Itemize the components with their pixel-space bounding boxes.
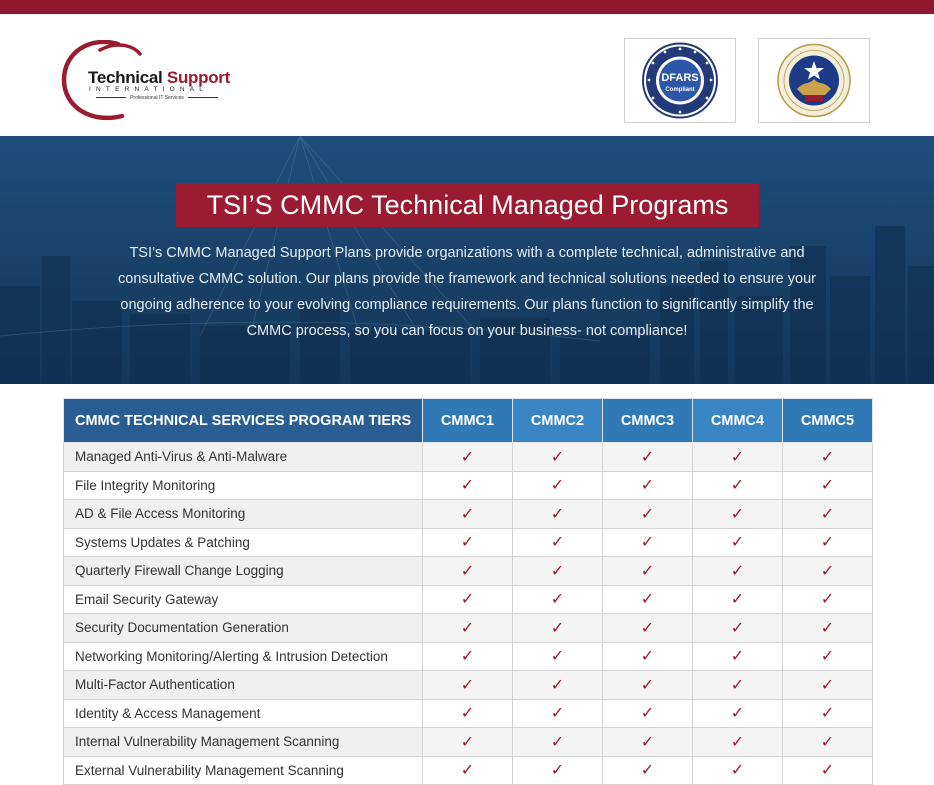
checkmark-icon: ✓ (423, 642, 513, 671)
checkmark-icon: ✓ (423, 443, 513, 472)
checkmark-icon: ✓ (783, 528, 873, 557)
program-tiers-table (63, 398, 873, 785)
feature-name: Security Documentation Generation (64, 614, 423, 643)
checkmark-icon: ✓ (513, 443, 603, 472)
table-row (64, 557, 873, 586)
checkmark-icon: ✓ (603, 642, 693, 671)
svg-text:Compliant: Compliant (665, 87, 695, 93)
table-header-row (64, 399, 873, 443)
table-row (64, 471, 873, 500)
checkmark-icon: ✓ (513, 471, 603, 500)
logo-wordmark: Technical Support (88, 68, 230, 87)
column-header-cmmc4: CMMC4 (693, 399, 783, 443)
hero-description: TSI’s CMMC Managed Support Plans provide organizations with a complete technical, administrative and consultative CMMC solution. Our plans provide the framework and technical solutions needed to ensure your ongoing adherence to your evolving compliance requirements. Our plans function to significantly simplify the CMMC process, so you can focus on your business- not compliance! (118, 245, 816, 339)
checkmark-icon: ✓ (693, 585, 783, 614)
checkmark-icon: ✓ (783, 614, 873, 643)
dod-acquisition-badge (758, 38, 870, 123)
checkmark-icon: ✓ (423, 614, 513, 643)
checkmark-icon: ✓ (693, 443, 783, 472)
checkmark-icon: ✓ (513, 642, 603, 671)
company-logo[interactable] (60, 40, 235, 122)
checkmark-icon: ✓ (603, 443, 693, 472)
svg-text:DFARS: DFARS (661, 72, 699, 84)
checkmark-icon: ✓ (423, 728, 513, 757)
checkmark-icon: ✓ (783, 443, 873, 472)
dfars-compliant-seal-icon (625, 39, 735, 122)
checkmark-icon: ✓ (513, 585, 603, 614)
checkmark-icon: ✓ (783, 728, 873, 757)
table-row (64, 614, 873, 643)
checkmark-icon: ✓ (693, 557, 783, 586)
feature-name: Managed Anti-Virus & Anti-Malware (64, 443, 423, 472)
table-row (64, 500, 873, 529)
page-header (0, 14, 934, 136)
table-row (64, 671, 873, 700)
logo-tagline: Professional IT Services (89, 95, 225, 101)
column-header-features: CMMC TECHNICAL SERVICES PROGRAM TIERS (64, 399, 423, 443)
feature-name: External Vulnerability Management Scanning (64, 756, 423, 785)
table-row (64, 585, 873, 614)
checkmark-icon: ✓ (693, 471, 783, 500)
logo-subtitle: INTERNATIONAL (89, 86, 209, 93)
table-row (64, 756, 873, 785)
checkmark-icon: ✓ (513, 728, 603, 757)
checkmark-icon: ✓ (423, 756, 513, 785)
checkmark-icon: ✓ (513, 500, 603, 529)
feature-name: File Integrity Monitoring (64, 471, 423, 500)
checkmark-icon: ✓ (603, 671, 693, 700)
checkmark-icon: ✓ (513, 671, 603, 700)
checkmark-icon: ✓ (423, 557, 513, 586)
checkmark-icon: ✓ (603, 471, 693, 500)
checkmark-icon: ✓ (693, 614, 783, 643)
checkmark-icon: ✓ (693, 642, 783, 671)
feature-name: Systems Updates & Patching (64, 528, 423, 557)
checkmark-icon: ✓ (513, 557, 603, 586)
feature-name: Email Security Gateway (64, 585, 423, 614)
checkmark-icon: ✓ (513, 756, 603, 785)
checkmark-icon: ✓ (693, 671, 783, 700)
checkmark-icon: ✓ (783, 585, 873, 614)
checkmark-icon: ✓ (693, 728, 783, 757)
dod-acquisition-seal-icon (759, 39, 869, 122)
checkmark-icon: ✓ (783, 642, 873, 671)
checkmark-icon: ✓ (783, 471, 873, 500)
checkmark-icon: ✓ (783, 756, 873, 785)
feature-name: Networking Monitoring/Alerting & Intrusion Detection (64, 642, 423, 671)
feature-name: Identity & Access Management (64, 699, 423, 728)
checkmark-icon: ✓ (693, 500, 783, 529)
dfars-badge (624, 38, 736, 123)
checkmark-icon: ✓ (423, 585, 513, 614)
checkmark-icon: ✓ (693, 699, 783, 728)
checkmark-icon: ✓ (513, 699, 603, 728)
top-accent-bar (0, 0, 934, 14)
checkmark-icon: ✓ (513, 528, 603, 557)
checkmark-icon: ✓ (513, 614, 603, 643)
table-row (64, 528, 873, 557)
hero-title: TSI’S CMMC Technical Managed Programs (176, 183, 759, 227)
feature-name: Internal Vulnerability Management Scanning (64, 728, 423, 757)
column-header-cmmc1: CMMC1 (423, 399, 513, 443)
checkmark-icon: ✓ (423, 471, 513, 500)
checkmark-icon: ✓ (783, 671, 873, 700)
feature-name: AD & File Access Monitoring (64, 500, 423, 529)
checkmark-icon: ✓ (423, 500, 513, 529)
feature-name: Quarterly Firewall Change Logging (64, 557, 423, 586)
feature-name: Multi-Factor Authentication (64, 671, 423, 700)
checkmark-icon: ✓ (783, 557, 873, 586)
hero-banner (0, 136, 934, 384)
checkmark-icon: ✓ (693, 528, 783, 557)
table-row (64, 728, 873, 757)
table-row (64, 699, 873, 728)
checkmark-icon: ✓ (603, 500, 693, 529)
checkmark-icon: ✓ (423, 528, 513, 557)
checkmark-icon: ✓ (423, 699, 513, 728)
checkmark-icon: ✓ (603, 557, 693, 586)
checkmark-icon: ✓ (783, 699, 873, 728)
checkmark-icon: ✓ (603, 728, 693, 757)
checkmark-icon: ✓ (603, 614, 693, 643)
checkmark-icon: ✓ (603, 528, 693, 557)
column-header-cmmc5: CMMC5 (783, 399, 873, 443)
checkmark-icon: ✓ (603, 699, 693, 728)
checkmark-icon: ✓ (693, 756, 783, 785)
checkmark-icon: ✓ (783, 500, 873, 529)
table-row (64, 642, 873, 671)
checkmark-icon: ✓ (423, 671, 513, 700)
column-header-cmmc3: CMMC3 (603, 399, 693, 443)
checkmark-icon: ✓ (603, 585, 693, 614)
column-header-cmmc2: CMMC2 (513, 399, 603, 443)
checkmark-icon: ✓ (603, 756, 693, 785)
table-body (64, 443, 873, 785)
table-row (64, 443, 873, 472)
